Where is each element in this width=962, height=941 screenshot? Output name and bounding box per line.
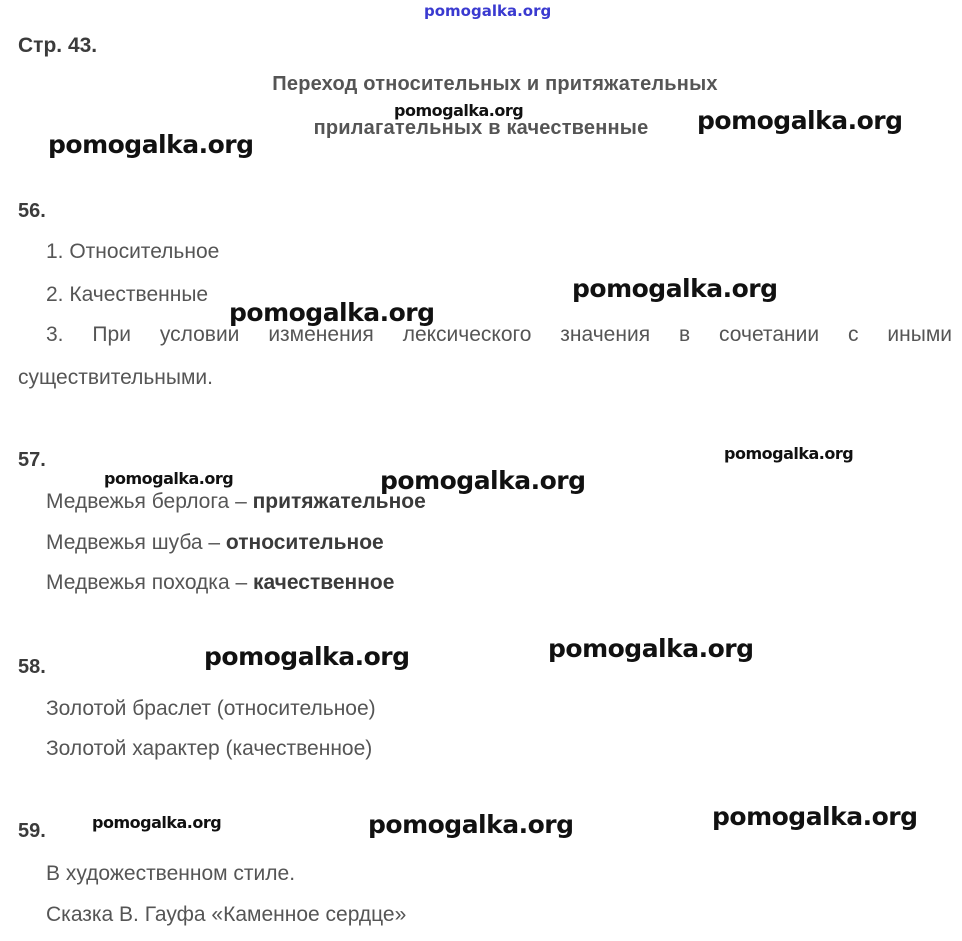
watermark-11: pomogalka.org xyxy=(712,802,918,831)
task-57-item-1 xyxy=(46,490,426,514)
task-58-item-2: Золотой характер (качественное) xyxy=(46,737,373,760)
task-56-number: 56. xyxy=(18,200,46,222)
task-57-item-3 xyxy=(46,571,394,595)
page-label: Стр. 43. xyxy=(18,34,98,57)
watermark-8: pomogalka.org xyxy=(380,466,586,495)
watermark-7: pomogalka.org xyxy=(104,469,234,488)
watermark-top: pomogalka.org xyxy=(424,2,552,20)
task-57-item-1-answer: притяжательное xyxy=(252,490,426,513)
watermark-5: pomogalka.org xyxy=(229,298,435,327)
task-59-number: 59. xyxy=(18,820,46,842)
task-59-item-2: Сказка В. Гауфа «Каменное сердце» xyxy=(46,903,407,926)
watermark-2: pomogalka.org xyxy=(697,106,903,135)
watermark-9: pomogalka.org xyxy=(548,634,754,663)
task-57-item-3-text: Медвежья походка – xyxy=(46,571,253,594)
section-title-line1: Переход относительных и притяжательных xyxy=(272,73,718,95)
task-57-item-2 xyxy=(46,531,384,555)
task-59-item-1: В художественном стиле. xyxy=(46,862,296,885)
task-57-item-2-answer: относительное xyxy=(225,531,384,554)
task-57-number: 57. xyxy=(18,449,46,471)
watermark-3: pomogalka.org xyxy=(48,130,254,159)
task-56-item-1: 1. Относительное xyxy=(46,240,220,263)
watermark-1: pomogalka.org xyxy=(394,101,524,120)
task-56-item-3-text: 3. При условии изменения лексического значения в сочетании с иными xyxy=(46,323,952,346)
task-58-number: 58. xyxy=(18,656,46,678)
task-58-item-1: Золотой браслет (относительное) xyxy=(46,697,376,720)
task-56-item-2: 2. Качественные xyxy=(46,283,209,306)
watermark-12: pomogalka.org xyxy=(92,813,222,832)
section-title-line2: прилагательных в качественные xyxy=(313,117,649,139)
watermark-13: pomogalka.org xyxy=(368,810,574,839)
watermark-6: pomogalka.org xyxy=(724,444,854,463)
watermark-10: pomogalka.org xyxy=(204,642,410,671)
task-57-item-1-text: Медвежья берлога – xyxy=(46,490,253,513)
watermark-4: pomogalka.org xyxy=(572,274,778,303)
task-57-item-2-text: Медвежья шуба – xyxy=(46,531,226,554)
task-56-continuation: существительными. xyxy=(18,366,213,389)
task-56-item-3 xyxy=(18,314,952,356)
task-57-item-3-answer: качественное xyxy=(253,571,395,594)
